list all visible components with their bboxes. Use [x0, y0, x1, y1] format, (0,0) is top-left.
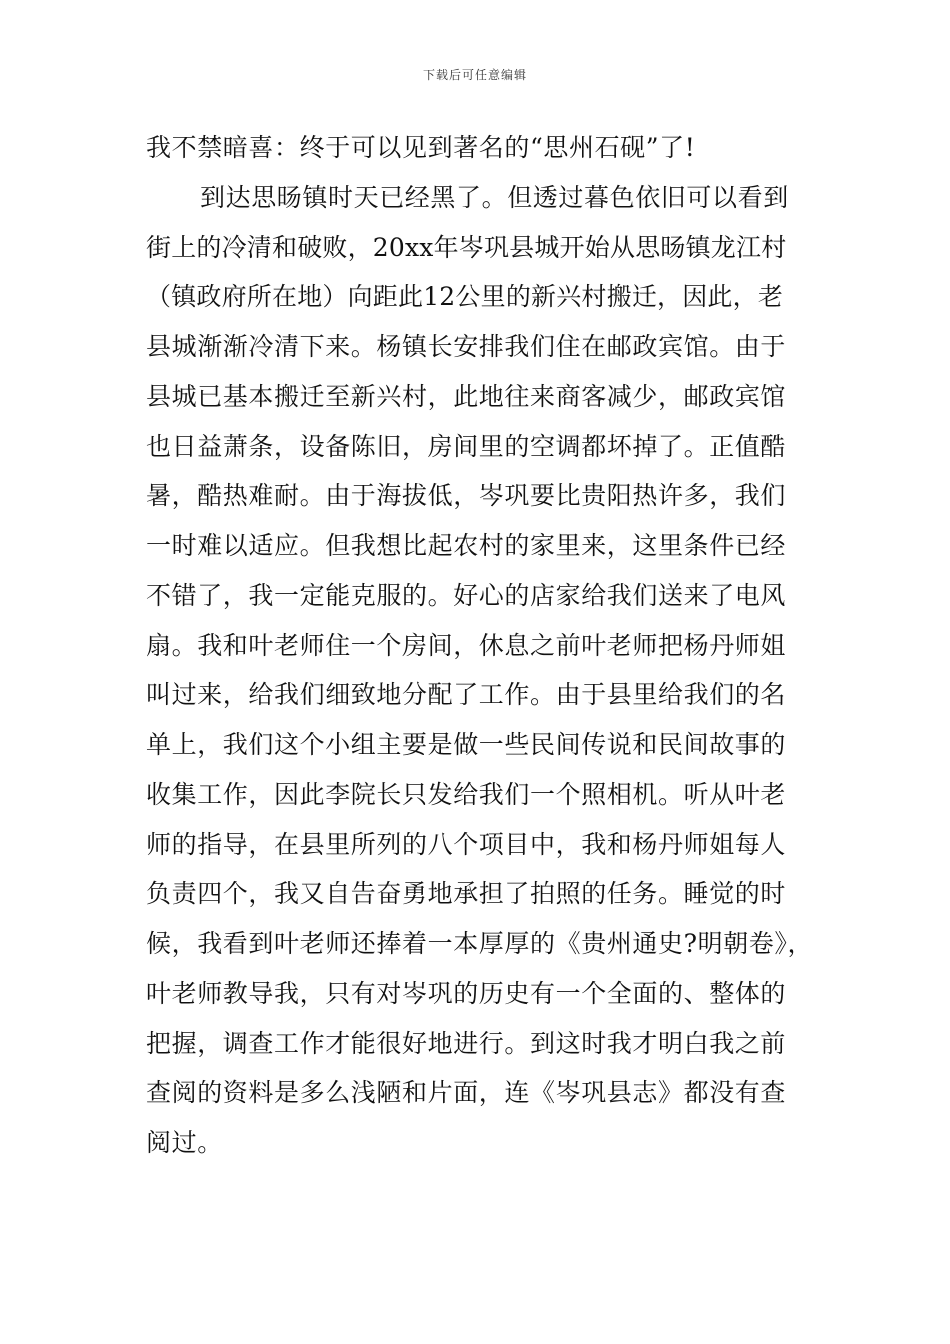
text-line: 不错了，我一定能克服的。好心的店家给我们送来了电风: [146, 580, 787, 610]
text-line: 叶老师教导我，只有对岑巩的历史有一个全面的、整体的: [146, 978, 787, 1008]
text-line: 把握，调查工作才能很好地进行。到这时我才明白我之前: [146, 1028, 787, 1058]
text-line: 单上，我们这个小组主要是做一些民间传说和民间故事的: [146, 730, 787, 759]
text-line: 扇。我和叶老师住一个房间，休息之前叶老师把杨丹师姐: [146, 630, 787, 660]
text-line: 阅过。: [146, 1128, 223, 1157]
text-line: 一时难以适应。但我想比起农村的家里来，这里条件已经: [146, 531, 787, 560]
text-line: 也日益萧条，设备陈旧，房间里的空调都坏掉了。正值酷: [146, 431, 787, 461]
text-line: 街上的冷清和破败，20xx年岑巩县城开始从思旸镇龙江村: [146, 232, 787, 262]
text-line: 师的指导，在县里所列的八个项目中，我和杨丹师姐每人: [146, 829, 787, 859]
text-line: 收集工作，因此李院长只发给我们一个照相机。听从叶老: [146, 779, 787, 809]
text-line: （镇政府所在地）向距此12公里的新兴村搬迁，因此，老: [146, 282, 784, 312]
text-line: 叫过来，给我们细致地分配了工作。由于县里给我们的名: [146, 680, 787, 710]
text-line: 候，我看到叶老师还捧着一本厚厚的《贵州通史?明朝卷》，: [146, 929, 814, 958]
text-line: 县城渐渐冷清下来。杨镇长安排我们住在邮政宾馆。由于: [146, 332, 787, 361]
paragraph-start-line: 到达思旸镇时天已经黑了。但透过暮色依旧可以看到: [200, 182, 789, 212]
text-line: 负责四个，我又自告奋勇地承担了拍照的任务。睡觉的时: [146, 879, 787, 909]
document-body: [146, 128, 816, 1173]
page-header-note: 下载后可任意编辑: [422, 68, 527, 82]
text-line: 暑，酷热难耐。由于海拔低，岑巩要比贵阳热许多，我们: [146, 481, 787, 511]
text-line: 我不禁暗喜：终于可以见到著名的“思州石砚”了!: [146, 133, 696, 162]
text-line: 查阅的资料是多么浅陋和片面，连《岑巩县志》都没有查: [146, 1078, 787, 1108]
text-line: 县城已基本搬迁至新兴村，此地往来商客减少，邮政宾馆: [146, 381, 787, 411]
